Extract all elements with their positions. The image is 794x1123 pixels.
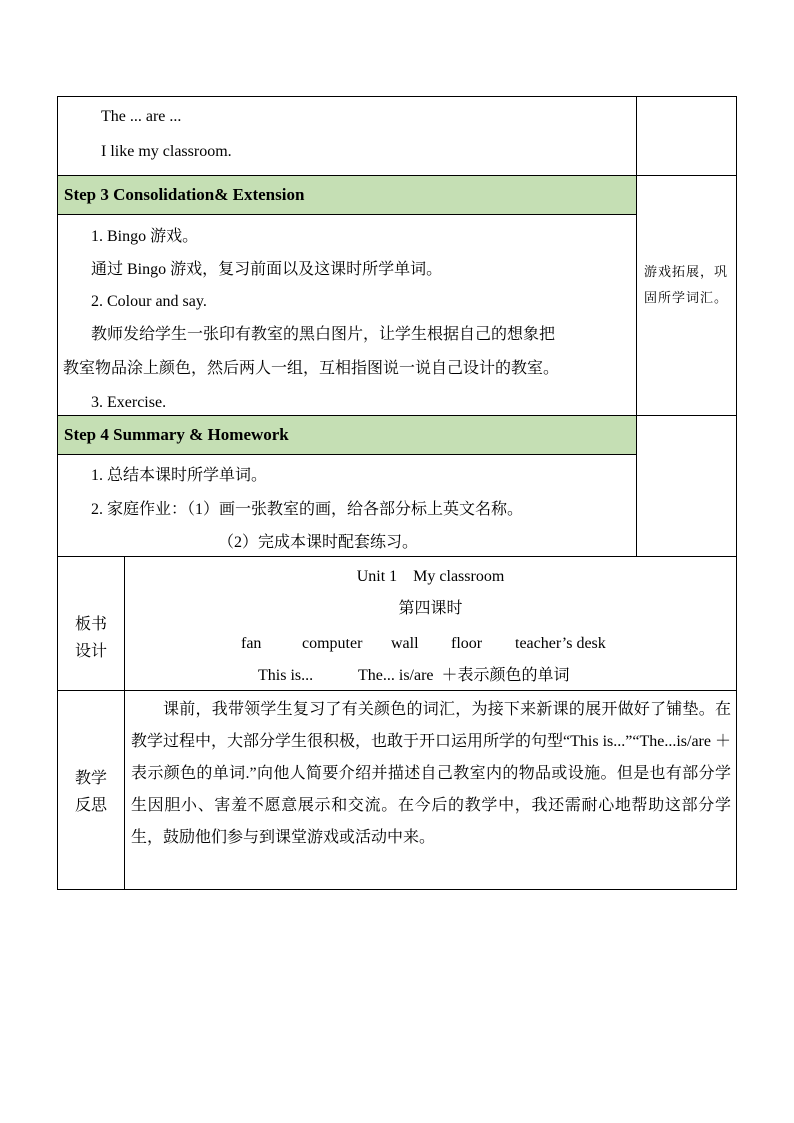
table-border-right (736, 96, 737, 890)
step3-heading: Step 3 Consolidation& Extension (64, 185, 305, 204)
step3-item-2-desc-line-1: 教师发给学生一张印有教室的黑白图片，让学生根据自己的想象把 (91, 326, 556, 343)
board-sentence-2: The... is/are ＋表示颜色的单词 (358, 667, 570, 684)
step3-item-3: 3. Exercise. (91, 394, 167, 411)
step3-side-note: 游戏拓展，巩固所学词汇。 (644, 264, 729, 305)
step3-item-1-desc: 通过 Bingo 游戏，复习前面以及这课时所学单词。 (91, 261, 443, 278)
row-divider-step4-top (57, 415, 737, 416)
board-word-teachers-desk: teacher’s desk (515, 635, 606, 652)
board-word-floor: floor (451, 635, 483, 652)
column-divider-notes (636, 96, 637, 557)
board-label-line-1: 板书 (74, 616, 107, 633)
table-border-top (57, 96, 737, 97)
board-subtitle: 第四课时 (398, 600, 463, 617)
row-divider-board-top (57, 556, 737, 557)
step4-heading: Step 4 Summary & Homework (64, 425, 289, 444)
step3-item-2-desc-line-2: 教室物品涂上颜色，然后两人一组，互相指图说一说自己设计的教室。 (63, 360, 560, 377)
reflection-label-line-1: 教学 (74, 770, 107, 787)
board-label-line-2: 设计 (74, 643, 107, 660)
step3-item-2: 2. Colour and say. (91, 293, 207, 310)
reflection-label-line-2: 反思 (74, 797, 107, 814)
row-divider-reflection-top (57, 690, 737, 691)
board-title: Unit 1 My classroom (356, 568, 505, 585)
row-divider-step4-heading (57, 454, 636, 455)
board-word-fan: fan (241, 635, 262, 652)
row-divider-step3-heading (57, 214, 636, 215)
board-sentence-1: This is... (258, 667, 314, 684)
intro-line-2: I like my classroom. (101, 143, 232, 160)
intro-line-1: The ... are ... (101, 108, 182, 125)
board-word-wall: wall (391, 635, 419, 652)
step4-item-1: 1. 总结本课时所学单词。 (91, 467, 268, 484)
board-word-computer: computer (302, 635, 363, 652)
reflection-text: 课前，我带领学生复习了有关颜色的词汇，为接下来新课的展开做好了铺垫。在教学过程中，大部分学生很积极，也敢于开口运用所学的句型“This is...”“The...is/are ＋表示颜色的单词.”向他人简要介绍并描述自己教室内的物品或设施。但是也有部分学生因胆小、害羞不愿意展示和交流。在今后的教学中，我还需耐心地帮助这部分学生，鼓励他们参与到课堂游戏或活动中来。 (131, 701, 731, 846)
row-divider-step3-top (57, 175, 737, 176)
step3-item-1: 1. Bingo 游戏。 (91, 228, 199, 245)
step4-item-2: 2. 家庭作业：（1）画一张教室的画，给各部分标上英文名称。 (91, 501, 524, 518)
table-border-bottom (57, 889, 737, 890)
step4-item-2b: （2）完成本课时配套练习。 (218, 534, 419, 551)
